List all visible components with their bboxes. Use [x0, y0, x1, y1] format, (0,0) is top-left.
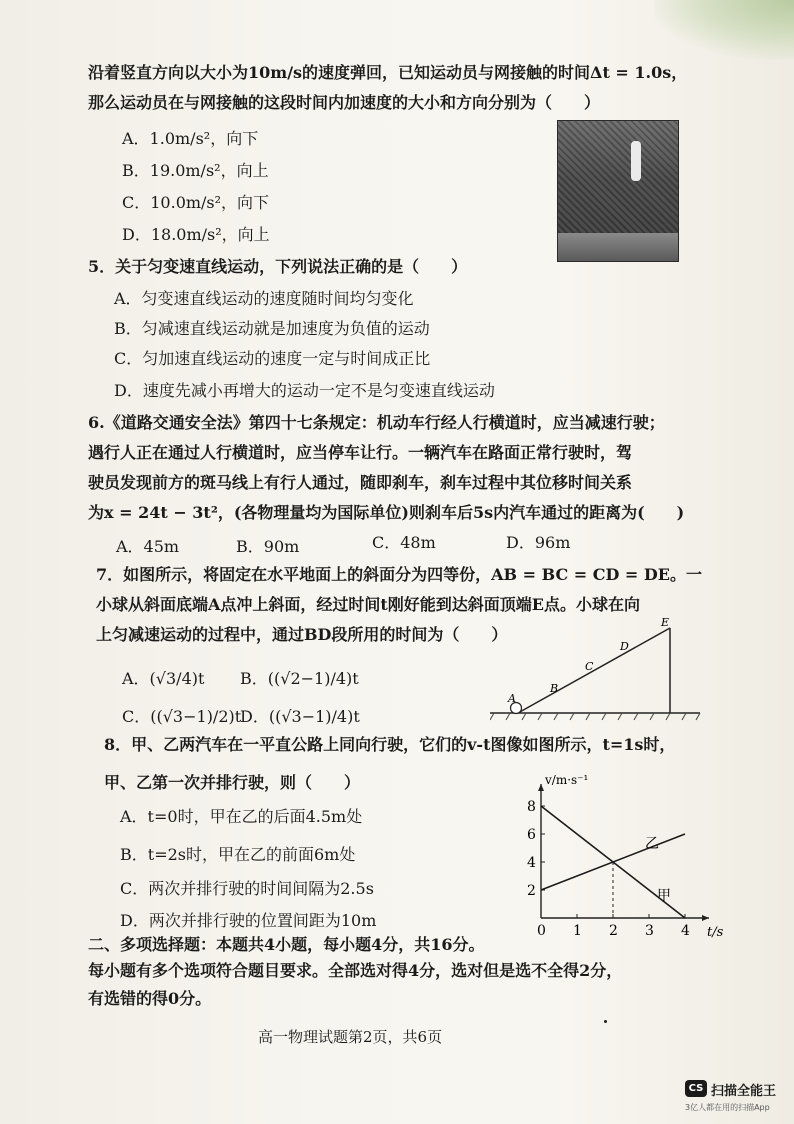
- graph-series: [541, 806, 685, 918]
- camscanner-logo-icon: CS: [685, 1080, 707, 1097]
- x-tick-label: 3: [645, 923, 654, 939]
- q6-line-1: 6.《道路交通安全法》第四十七条规定：机动车行经人行横道时，应当减速行驶；: [88, 413, 665, 432]
- y-tick-label: 8: [527, 799, 536, 815]
- y-tick-label: 6: [527, 827, 536, 843]
- q4-option-c[interactable]: C．10.0m/s²，向下: [122, 193, 270, 212]
- x-tick-label: 4: [681, 923, 690, 939]
- q4-line-1: 沿着竖直方向以大小为10m/s的速度弹回，已知运动员与网接触的时间Δt = 1.0s，: [88, 63, 688, 82]
- q7-line-1: 7．如图所示，将固定在水平地面上的斜面分为四等份，AB = BC = CD = DE。一: [96, 565, 702, 584]
- y-axis-arrow-icon: [538, 784, 544, 791]
- q6-line-2: 遇行人正在通过人行横道时，应当停车让行。一辆汽车在路面正常行驶时，驾: [88, 443, 633, 462]
- point-label-d: D: [620, 640, 629, 653]
- q7-option-d[interactable]: D．((√3−1)/4)t: [240, 707, 360, 726]
- q5-option-a[interactable]: A．匀变速直线运动的速度随时间均匀变化: [114, 289, 414, 308]
- q4-option-a[interactable]: A．1.0m/s²，向下: [122, 129, 259, 148]
- scanner-app-name: 扫描全能王: [711, 1084, 777, 1099]
- section2-line-1: 二、多项选择题：本题共4小题，每小题4分，共16分。: [88, 935, 485, 954]
- point-label-a: A: [508, 692, 516, 705]
- series-label: 乙: [645, 836, 659, 852]
- x-axis-label: t/s: [707, 925, 724, 940]
- section2-line-3: 有选错的得0分。: [88, 989, 212, 1008]
- x-tick-label: 0: [537, 923, 546, 939]
- slope-line: [518, 628, 670, 713]
- trampoline-photo: [557, 120, 679, 262]
- ground-hatch: [490, 713, 700, 720]
- q7-option-b[interactable]: B．((√2−1)/4)t: [240, 669, 359, 688]
- q7-line-2: 小球从斜面底端A点冲上斜面，经过时间t刚好能到达斜面顶端E点。小球在向: [96, 595, 641, 614]
- y-axis-label: v/m·s⁻¹: [545, 773, 589, 787]
- q6-option-a[interactable]: A．45m: [116, 537, 180, 556]
- q4-line-2: 那么运动员在与网接触的这段时间内加速度的大小和方向分别为（ ）: [88, 93, 601, 112]
- q6-option-b[interactable]: B．90m: [236, 537, 300, 556]
- q8-option-d[interactable]: D．两次并排行驶的位置间距为10m: [120, 911, 377, 930]
- athlete-figure: [631, 141, 641, 181]
- q5-stem: 5．关于匀变速直线运动，下列说法正确的是（ ）: [88, 257, 468, 276]
- point-label-e: E: [661, 616, 670, 629]
- scan-corner-tint: [654, 0, 794, 60]
- y-tick-label: 2: [527, 883, 536, 899]
- section2-line-2: 每小题有多个选项符合题目要求。全部选对得4分，选对但是选不全得2分，: [88, 961, 623, 980]
- q6-option-d[interactable]: D．96m: [506, 533, 571, 552]
- graph-axes: [538, 784, 709, 921]
- point-label-b: B: [550, 682, 559, 695]
- series-label: 甲: [657, 888, 671, 904]
- q6-option-c[interactable]: C．48m: [372, 533, 436, 552]
- x-tick-label: 2: [609, 923, 618, 939]
- x-tick-label: 1: [573, 923, 582, 939]
- q8-option-a[interactable]: A．t=0时，甲在乙的后面4.5m处: [120, 807, 363, 826]
- trampoline-net: [558, 233, 678, 261]
- q4-option-d[interactable]: D．18.0m/s²，向上: [122, 225, 270, 244]
- x-axis-arrow-icon: [702, 915, 709, 921]
- q5-option-d[interactable]: D．速度先减小再增大的运动一定不是匀变速直线运动: [114, 381, 495, 400]
- q8-line-1: 8．甲、乙两汽车在一平直公路上同向行驶，它们的v-t图像如图所示，t=1s时，: [104, 735, 676, 754]
- page-footer: 高一物理试题第2页，共6页: [258, 1028, 443, 1046]
- scanner-tagline: 3亿人都在用的扫描App: [685, 1103, 770, 1112]
- y-tick-label: 4: [527, 855, 536, 871]
- scan-speck: [604, 1020, 607, 1023]
- q6-line-3: 驶员发现前方的斑马线上有行人通过，随即刹车，刹车过程中其位移时间关系: [88, 473, 633, 492]
- q7-option-c[interactable]: C．((√3−1)/2)t: [122, 707, 242, 726]
- q7-line-3: 上匀减速运动的过程中，通过BD段所用的时间为（ ）: [96, 625, 508, 644]
- velocity-time-graph: [505, 768, 735, 948]
- q8-line-2: 甲、乙第一次并排行驶，则（ ）: [104, 773, 361, 792]
- q8-option-c[interactable]: C．两次并排行驶的时间间隔为2.5s: [120, 879, 374, 898]
- point-label-c: C: [585, 660, 594, 673]
- incline-diagram: [490, 612, 704, 724]
- q6-line-4: 为x = 24t − 3t²，(各物理量均为国际单位)则刹车后5s内汽车通过的距离为( ): [88, 503, 685, 522]
- q7-option-a[interactable]: A．(√3/4)t: [122, 669, 205, 688]
- q5-option-c[interactable]: C．匀加速直线运动的速度一定与时间成正比: [114, 349, 431, 368]
- q5-option-b[interactable]: B．匀减速直线运动就是加速度为负值的运动: [114, 319, 430, 338]
- q4-option-b[interactable]: B．19.0m/s²，向上: [122, 161, 269, 180]
- q8-option-b[interactable]: B．t=2s时，甲在乙的前面6m处: [120, 845, 356, 864]
